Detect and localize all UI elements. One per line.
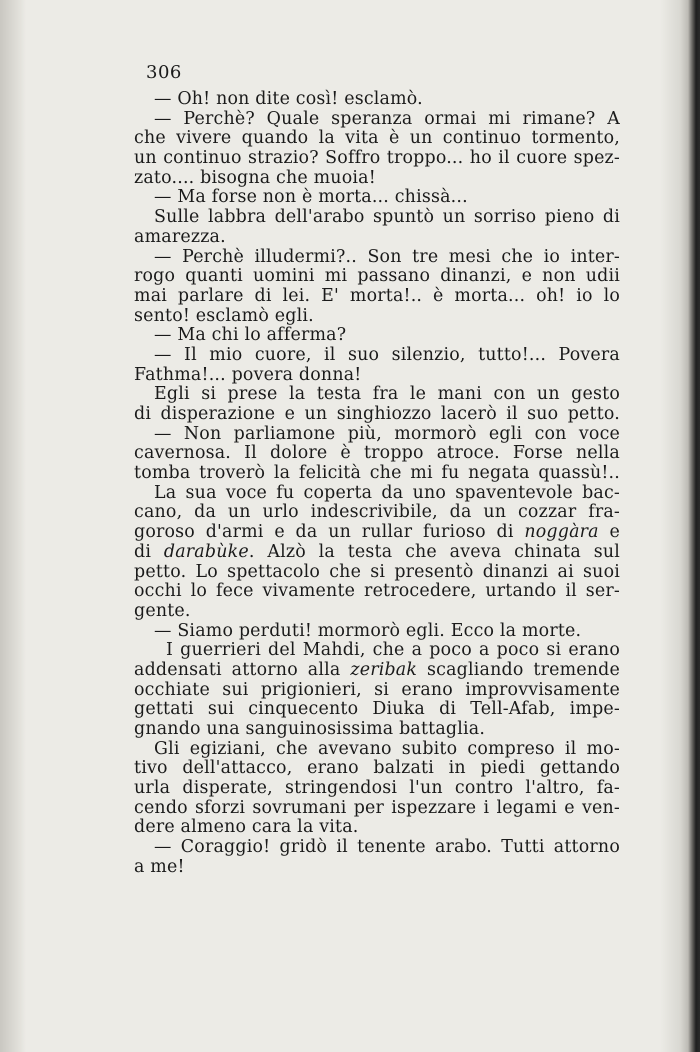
text-line: — Ma chi lo afferma? [154,325,347,346]
text-line: gnando una sanguinosissima battaglia. [134,719,486,739]
text-line: sento! esclamò egli. [134,305,314,326]
text-line: tivo dell'attacco, erano balzati in piedi gettando [134,758,620,779]
text-line: occhiate sui prigionieri, si erano improvvisamente [134,679,620,700]
page-gutter-shadow [0,0,26,1052]
italic-word: zeribak [350,659,418,680]
text-line: zato.... bisogna che muoia! [134,167,376,188]
text-line: cano, da un urlo indescrivibile, da un cozzar fra- [134,502,620,523]
text-line: occhi lo fece vivamente retrocedere, urtando il ser- [134,581,620,602]
text-line: goroso d'armi e da un rullar furioso di noggàra e [134,522,620,543]
text-line: — Ma forse non è morta... chissà... [154,187,468,208]
text-line: — Perchè illudermi?.. Son tre mesi che io inter- [154,246,620,267]
text-line: — Perchè? Quale speranza ormai mi rimane? A [154,108,620,129]
text-line: di disperazione e un singhiozzo lacerò il suo petto. [134,404,620,424]
body-text [134,90,620,878]
text-line: addensati attorno alla zeribak scagliando tremende [134,659,620,680]
text-line: petto. Lo spettacolo che si presentò dinanzi ai suoi [134,561,620,582]
text-line: — Non parliamone più, mormorò egli con voce [154,423,620,444]
text-line: che vivere quando la vita è un continuo tormento, [134,128,620,149]
text-line: La sua voce fu coperta da uno spaventevole bac- [154,482,620,503]
text-line: gente. [134,600,191,621]
text-line: cendo sforzi sovrumani per ispezzare i legami e ven- [134,797,620,818]
text-line: a me! [134,856,185,877]
text-line: gettati sui cinquecento Diuka di Tell-Afab, impe- [134,699,620,720]
page-binding-edge [660,0,700,1052]
text-line: Fathma!... povera donna! [134,364,362,385]
text-line: mai parlare di lei. E' morta!.. è morta... oh! io lo [134,285,620,306]
text-line: — Il mio cuore, il suo silenzio, tutto!... Povera [154,344,620,365]
text-line: — Coraggio! gridò il tenente arabo. Tutti attorno [154,837,620,858]
text-line: un continuo strazio? Soffro troppo... ho il cuore spez- [134,148,620,169]
text-line: di darabùke. Alzò la testa che aveva chinata sul [134,541,620,562]
text-line: — Oh! non dite così! esclamò. [154,89,423,109]
italic-word: darabùke [163,541,249,562]
text-line: rogo quanti uomini mi passano dinanzi, e non udii [134,266,620,287]
text-line: I guerrieri del Mahdi, che a poco a poco si erano [166,640,620,661]
page-number: 306 [146,62,182,83]
italic-word: noggàra [524,522,599,543]
text-line: urla disperate, stringendosi l'un contro l'altro, fa- [134,778,620,799]
text-line: Sulle labbra dell'arabo spuntò un sorriso pieno di [154,207,620,228]
text-line: cavernosa. Il dolore è troppo atroce. Forse nella [134,443,620,464]
text-line: — Siamo perduti! mormorò egli. Ecco la morte. [154,620,582,641]
text-line: amarezza. [134,226,226,247]
text-line: tomba troverò la felicità che mi fu negata quassù!.. [134,463,620,484]
text-line: dere almeno cara la vita. [134,817,359,838]
text-line: Gli egiziani, che avevano subito compreso il mo- [154,738,620,759]
text-line: Egli si prese la testa fra le mani con un gesto [154,384,620,405]
